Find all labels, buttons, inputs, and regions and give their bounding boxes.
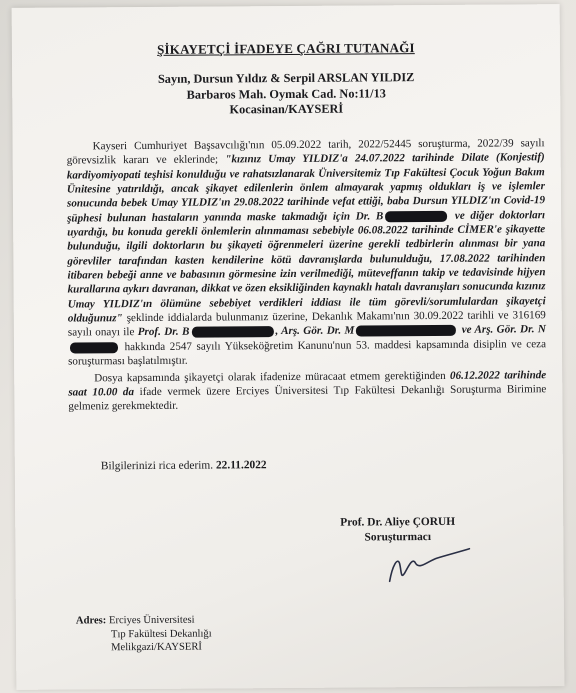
- redaction-mark: [70, 342, 118, 353]
- document-page: [12, 4, 565, 690]
- paragraph-text: Kayseri Cumhuriyet Başsavcılığı'nın 05.09.2022 tarih, 2022/52445 soruşturma, 2022/39 sayılı görevsizlik kararı ve eklerinde;: [66, 137, 545, 167]
- paragraph-text: şeklinde iddialarda bulunmanız üzerine, Dekanlık Makamı'nın 30.09.2022 tarihli ve 316169 sayılı onayı ile: [67, 309, 546, 340]
- signatory-name: Prof. Dr. Aliye ÇORUH: [340, 515, 456, 529]
- complaint-quote: "kızınız Umay YILDIZ'a 24.07.2022 tarihinde Dilate (Konjestif) kardiyomiyopati teşhisi konulduğu ve rahatsızlanarak Üniversitemiz Tıp Fakültesi Çocuk Yoğun Bakım Ünitesine yatırıldığı, ancak şikayet edilenlerin önlem almayarak yapmış oldukları iş ve işlemler sonucunda bebek Umay YILDIZ'ın 29.08.2022 tarihinde vefat ettiği, baba Dursun YILDIZ'ın Covid-19 şüphesi bulunan hastaların yanında maske takmadığı için Dr. B: [66, 151, 546, 225]
- paragraph-summons: [68, 368, 546, 414]
- redaction-mark: [385, 211, 447, 222]
- document-body: [67, 136, 547, 414]
- recipient-city: Kocasinan/KAYSERİ: [229, 101, 344, 117]
- accused-name: , Arş. Gör. Dr. M: [275, 325, 355, 338]
- appointment-time: 06.12.2022 tarihinde saat 10.00 da: [68, 368, 547, 399]
- paragraph-text: ifade vermek üzere Erciyes Üniversitesi Tıp Fakültesi Dekanlığı Soruşturma Birimine gelmeniz gerekmektedir.: [68, 383, 547, 413]
- accused-name: ve Arş. Gör. Dr. N: [458, 323, 546, 337]
- paragraph-text: hakkında 2547 sayılı Yükseköğretim Kanunu'nun 53. maddesi kapsamında disiplin ve ceza soruşturması başlatılmıştır.: [68, 338, 547, 368]
- recipient-street: Barbaros Mah. Oymak Cad. No:11/13: [186, 86, 386, 102]
- accused-name: Prof. Dr. B: [137, 326, 190, 339]
- signatory-role: Soruşturmacı: [364, 531, 432, 544]
- recipient-name: Sayın, Dursun Yıldız & Serpil ARSLAN YILDIZ: [157, 70, 415, 86]
- redaction-mark: [356, 325, 456, 337]
- complaint-quote: ve diğer doktorları uyardığı, bu konuda gerekli önlemlerin alınmaması sebebiyle 06.08.2022 tarihinde CİMER'e şikayette bulunduğu, ilgili doktorların bu şikayeti öğrenmeleri üzerine gerekli tedbirlerin alınması bir yana görevliler tarafından kasten kendilerine kötü davranışlarda bulunulduğu, 17.08.2022 tarihinden itibaren bebeği anne ve babasının görmesine izin verilmediği, müteveffanın takip ve tedavisinde hijyen kurallarına aykırı davranan, dikkat ve özen eksikliğinden kaynaklı hatalı davranışları sonucunda kızınız Umay YILDIZ'ın ölümüne sebebiyet verdikleri iddiası ile tüm görevli/sorumlulardan şikayetçi olduğunuz": [67, 208, 546, 325]
- document-title: ŞİKAYETÇİ İFADEYE ÇAĞRI TUTANAĞI: [157, 40, 415, 57]
- address-label: Adres:: [75, 615, 107, 627]
- paragraph-complaint: [67, 136, 547, 369]
- address-line: Erciyes Üniversitesi: [106, 614, 195, 627]
- footer-address: [76, 614, 212, 656]
- closing-text: Bilgilerinizi rica ederim.: [100, 459, 217, 473]
- address-line: Melikgazi/KAYSERİ: [111, 641, 202, 654]
- address-line: Tıp Fakültesi Dekanlığı: [110, 628, 212, 640]
- handwritten-signature: [383, 541, 473, 588]
- paragraph-text: Dosya kapsamında şikayetçi olarak ifadenize müracaat etmem gerektiğinden: [94, 369, 451, 384]
- closing-line: [101, 459, 267, 472]
- closing-date: 22.11.2022: [215, 459, 267, 472]
- redaction-mark: [191, 327, 273, 339]
